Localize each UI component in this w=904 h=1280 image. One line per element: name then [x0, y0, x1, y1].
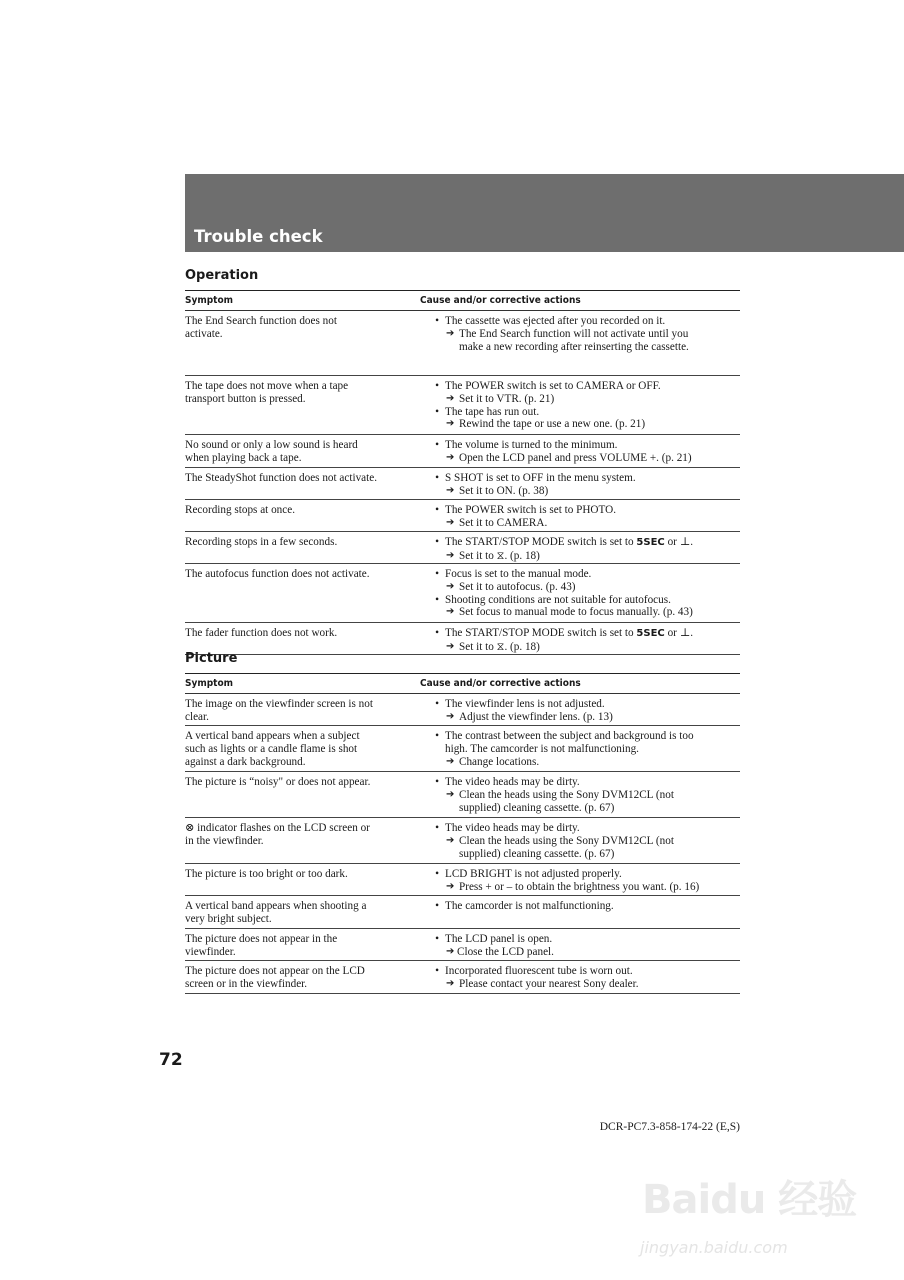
cause-item [420, 900, 740, 913]
symptom-cell [185, 965, 420, 993]
arrow-icon: ➔ [446, 484, 455, 496]
arrow-icon: ➔ [446, 755, 455, 767]
table-row [185, 435, 740, 468]
symptom-line: The autofocus function does not activate. [185, 568, 370, 580]
table-row [185, 532, 740, 564]
corrective-action [420, 517, 740, 530]
cause-cell [420, 965, 740, 993]
arrow-icon: ➔ [446, 834, 455, 846]
action-line: make a new recording after reinserting the cassette. [459, 340, 689, 353]
table-row [185, 564, 740, 623]
corrective-action [420, 711, 740, 724]
arrow-icon: ➔ [446, 606, 455, 618]
bullet-icon: • [435, 568, 439, 580]
table-row [185, 961, 740, 994]
operation-table [185, 290, 740, 655]
table-row [185, 929, 740, 961]
cause-text: The volume is turned to the minimum. [445, 439, 618, 451]
symptom-cell [185, 439, 420, 467]
cause-cell [420, 315, 740, 375]
action-text [459, 978, 639, 991]
table-row [185, 694, 740, 726]
corrective-action [420, 881, 740, 894]
page-title: Trouble check [194, 227, 323, 246]
cause-text: The START/STOP MODE switch is set to 5SEC or ⊥. [445, 536, 694, 548]
cause-text: The video heads may be dirty. [445, 822, 580, 834]
cause-text: LCD BRIGHT is not adjusted properly. [445, 868, 622, 880]
symptom-cell [185, 627, 420, 654]
bullet-icon: • [435, 868, 439, 880]
watermark [640, 1148, 860, 1278]
action-line: Open the LCD panel and press VOLUME +. (p. 21) [459, 451, 692, 464]
arrow-icon: ➔ [446, 640, 455, 652]
symptom-cell [185, 536, 420, 563]
cause-cell [420, 627, 740, 654]
mode-symbol-icon: ⊥. [679, 536, 694, 548]
cause-item [420, 472, 740, 485]
cause-text: The POWER switch is set to PHOTO. [445, 504, 617, 516]
cause-text: The LCD panel is open. [445, 933, 553, 945]
cause-text: S SHOT is set to OFF in the menu system. [445, 472, 636, 484]
symptom-cell [185, 730, 420, 771]
picture-table [185, 673, 740, 994]
symptom-line: The fader function does not work. [185, 627, 338, 639]
cause-text: The cassette was ejected after you recorded on it. [445, 315, 666, 327]
action-line: Set it to CAMERA. [459, 516, 548, 529]
symptom-line: The image on the viewfinder screen is not [185, 698, 373, 710]
action-line: Please contact your nearest Sony dealer. [459, 977, 639, 990]
symptom-line: activate. [185, 327, 223, 340]
action-line: Change locations. [459, 755, 540, 768]
section-title-operation: Operation [185, 268, 259, 283]
action-line: Close the LCD panel. [457, 945, 554, 958]
cause-item [420, 698, 740, 711]
bullet-icon: • [435, 698, 439, 710]
bullet-icon: • [435, 627, 439, 639]
symptom-line: such as lights or a candle flame is shot [185, 742, 358, 755]
column-header-symptom: Symptom [185, 678, 234, 689]
arrow-icon: ➔ [446, 880, 455, 892]
table-row [185, 772, 740, 818]
bullet-icon: • [435, 439, 439, 451]
column-header-symptom: Symptom [185, 295, 234, 306]
symptom-cell [185, 472, 420, 499]
bullet-icon: • [435, 504, 439, 516]
watermark-url: jingyan.baidu.com [640, 1238, 788, 1257]
action-line: supplied) cleaning cassette. (p. 67) [459, 801, 615, 814]
cause-cell [420, 822, 740, 863]
bullet-icon: • [435, 536, 439, 548]
arrow-icon: ➔ [446, 516, 455, 528]
mode-label: 5SEC [636, 537, 665, 548]
action-text [459, 606, 693, 619]
arrow-icon: ➔ [446, 788, 455, 800]
cause-item [420, 568, 740, 581]
action-line: Set it to ⧖. (p. 18) [459, 640, 540, 653]
column-header-cause: Cause and/or corrective actions [420, 295, 581, 306]
bullet-icon: • [435, 900, 439, 912]
arrow-icon: ➔ [446, 327, 455, 339]
cause-text: Focus is set to the manual mode. [445, 568, 592, 580]
cause-item [420, 536, 740, 550]
table-row [185, 468, 740, 500]
symptom-line: A vertical band appears when a subject [185, 730, 360, 742]
corrective-action [420, 835, 740, 861]
symptom-line: The picture is “noisy" or does not appear. [185, 776, 371, 788]
corrective-action [420, 328, 740, 354]
table-row [185, 726, 740, 772]
action-text [459, 393, 554, 406]
symptom-line: Recording stops at once. [185, 504, 295, 516]
symptom-line: viewfinder. [185, 945, 236, 958]
arrow-icon: ➔ [446, 451, 455, 463]
mode-symbol-icon: ⊥. [679, 627, 694, 639]
cause-item [420, 315, 740, 328]
symptom-line: clear. [185, 710, 209, 723]
cause-item [420, 776, 740, 789]
mode-label: 5SEC [636, 628, 665, 639]
cause-cell [420, 730, 740, 771]
corrective-action [420, 550, 740, 563]
corrective-action [420, 581, 740, 594]
action-text [457, 946, 554, 959]
symptom-cell [185, 900, 420, 928]
action-line: Adjust the viewfinder lens. (p. 13) [459, 710, 613, 723]
symptom-line: Recording stops in a few seconds. [185, 536, 338, 548]
cause-item [420, 380, 740, 393]
table-row [185, 864, 740, 896]
cause-text: The video heads may be dirty. [445, 776, 580, 788]
table-row [185, 311, 740, 376]
cause-cell [420, 472, 740, 499]
symptom-line: The picture does not appear on the LCD [185, 965, 365, 977]
cause-item [420, 868, 740, 881]
action-line: The End Search function will not activate until you [459, 327, 689, 340]
cause-cell [420, 933, 740, 960]
corrective-action [420, 789, 740, 815]
corrective-action [420, 978, 740, 991]
corrective-action [420, 946, 740, 959]
cause-text: The tape has run out. [445, 405, 540, 418]
action-text [459, 418, 645, 431]
cause-text [445, 730, 694, 756]
action-text [459, 881, 699, 894]
cause-item [420, 965, 740, 978]
action-line: Set it to ON. (p. 38) [459, 484, 549, 497]
bullet-icon: • [435, 776, 439, 788]
action-text [459, 641, 540, 654]
symptom-cell [185, 380, 420, 434]
bullet-icon: • [435, 822, 439, 834]
cause-cell [420, 380, 740, 434]
corrective-action [420, 452, 740, 465]
table-row [185, 896, 740, 929]
action-line: Clean the heads using the Sony DVM12CL (not [459, 834, 674, 847]
table-row [185, 376, 740, 435]
symptom-line: in the viewfinder. [185, 834, 264, 847]
symptom-cell [185, 504, 420, 531]
symptom-cell [185, 933, 420, 960]
corrective-action [420, 418, 740, 431]
page-number: 72 [159, 1050, 183, 1070]
corrective-action [420, 641, 740, 654]
symptom-line: The SteadyShot function does not activate. [185, 472, 378, 484]
cause-item [420, 406, 740, 419]
arrow-icon: ➔ [446, 977, 455, 989]
cause-text: The viewfinder lens is not adjusted. [445, 698, 605, 710]
corrective-action [420, 756, 740, 769]
symptom-line: A vertical band appears when shooting a [185, 900, 367, 912]
bullet-icon: • [435, 380, 439, 392]
cause-line: high. The camcorder is not malfunctioning. [445, 742, 639, 755]
symptom-line: The End Search function does not [185, 315, 337, 327]
bullet-icon: • [435, 405, 439, 418]
corrective-action [420, 485, 740, 498]
action-line: Set focus to manual mode to focus manually. (p. 43) [459, 606, 693, 619]
action-text [459, 550, 540, 563]
cause-line: The contrast between the subject and background is too [445, 730, 694, 742]
cause-text: Shooting conditions are not suitable for autofocus. [445, 593, 671, 606]
symptom-line: very bright subject. [185, 912, 272, 925]
cause-text: Incorporated fluorescent tube is worn out. [445, 965, 633, 977]
action-text [459, 328, 689, 354]
symptom-cell [185, 822, 420, 863]
arrow-icon: ➔ [446, 549, 455, 561]
cause-cell [420, 504, 740, 531]
action-line: Set it to ⧖. (p. 18) [459, 549, 540, 562]
cause-cell [420, 900, 740, 928]
bullet-icon: • [435, 933, 439, 945]
arrow-icon: ➔ [446, 392, 455, 404]
bullet-icon: • [435, 965, 439, 977]
cause-cell [420, 439, 740, 467]
cause-cell [420, 868, 740, 895]
cause-text: The POWER switch is set to CAMERA or OFF. [445, 380, 661, 392]
model-code: DCR-PC7.3-858-174-22 (E,S) [599, 1121, 740, 1133]
corrective-action [420, 393, 740, 406]
cause-item [420, 933, 740, 946]
action-text [459, 581, 576, 594]
action-line: Set it to VTR. (p. 21) [459, 392, 555, 405]
action-line: Press + or – to obtain the brightness you want. (p. 16) [459, 880, 700, 893]
action-text [459, 835, 674, 861]
action-line: supplied) cleaning cassette. (p. 67) [459, 847, 615, 860]
table-row [185, 623, 740, 655]
cause-text: The camcorder is not malfunctioning. [445, 900, 614, 912]
symptom-cell [185, 776, 420, 817]
action-text [459, 452, 692, 465]
action-line: Set it to autofocus. (p. 43) [459, 580, 576, 593]
action-line: Clean the heads using the Sony DVM12CL (not [459, 788, 674, 801]
table-header [185, 674, 740, 694]
action-text [459, 756, 539, 769]
cause-item [420, 822, 740, 835]
bullet-icon: • [435, 472, 439, 484]
cause-item [420, 594, 740, 607]
arrow-icon: ➔ [446, 418, 455, 430]
corrective-action [420, 606, 740, 619]
cause-item [420, 504, 740, 517]
symptom-cell [185, 698, 420, 725]
action-line: Rewind the tape or use a new one. (p. 21) [459, 418, 646, 431]
cause-cell [420, 776, 740, 817]
action-text [459, 517, 547, 530]
cause-item [420, 730, 740, 756]
header-bar [185, 174, 904, 252]
symptom-line: transport button is pressed. [185, 392, 306, 405]
column-header-cause: Cause and/or corrective actions [420, 678, 581, 689]
action-text [459, 789, 674, 815]
symptom-line: The picture is too bright or too dark. [185, 868, 348, 880]
symptom-line: ⊗ indicator flashes on the LCD screen or [185, 822, 370, 834]
arrow-icon: ➔ [446, 710, 455, 722]
cause-item [420, 627, 740, 641]
cause-text: The START/STOP MODE switch is set to 5SEC or ⊥. [445, 627, 694, 639]
symptom-line: The picture does not appear in the [185, 933, 338, 945]
symptom-cell [185, 568, 420, 622]
symptom-cell [185, 868, 420, 895]
symptom-line: screen or in the viewfinder. [185, 977, 308, 990]
symptom-line: when playing back a tape. [185, 451, 302, 464]
table-row [185, 500, 740, 532]
cause-cell [420, 698, 740, 725]
bullet-icon: • [435, 593, 439, 606]
cause-cell [420, 536, 740, 563]
symptom-line: No sound or only a low sound is heard [185, 439, 358, 451]
section-title-picture: Picture [185, 651, 238, 666]
arrow-icon: ➔ [446, 580, 455, 592]
watermark-logo: Baidu 经验 [642, 1177, 857, 1223]
symptom-cell [185, 315, 420, 375]
action-text [459, 485, 548, 498]
symptom-line: against a dark background. [185, 755, 306, 768]
symptom-line: The tape does not move when a tape [185, 380, 349, 392]
bullet-icon: • [435, 315, 439, 327]
action-text [459, 711, 613, 724]
cause-item [420, 439, 740, 452]
arrow-icon: ➔ [446, 945, 455, 957]
table-row [185, 818, 740, 864]
cause-cell [420, 568, 740, 622]
bullet-icon: • [435, 730, 439, 742]
table-header [185, 291, 740, 311]
